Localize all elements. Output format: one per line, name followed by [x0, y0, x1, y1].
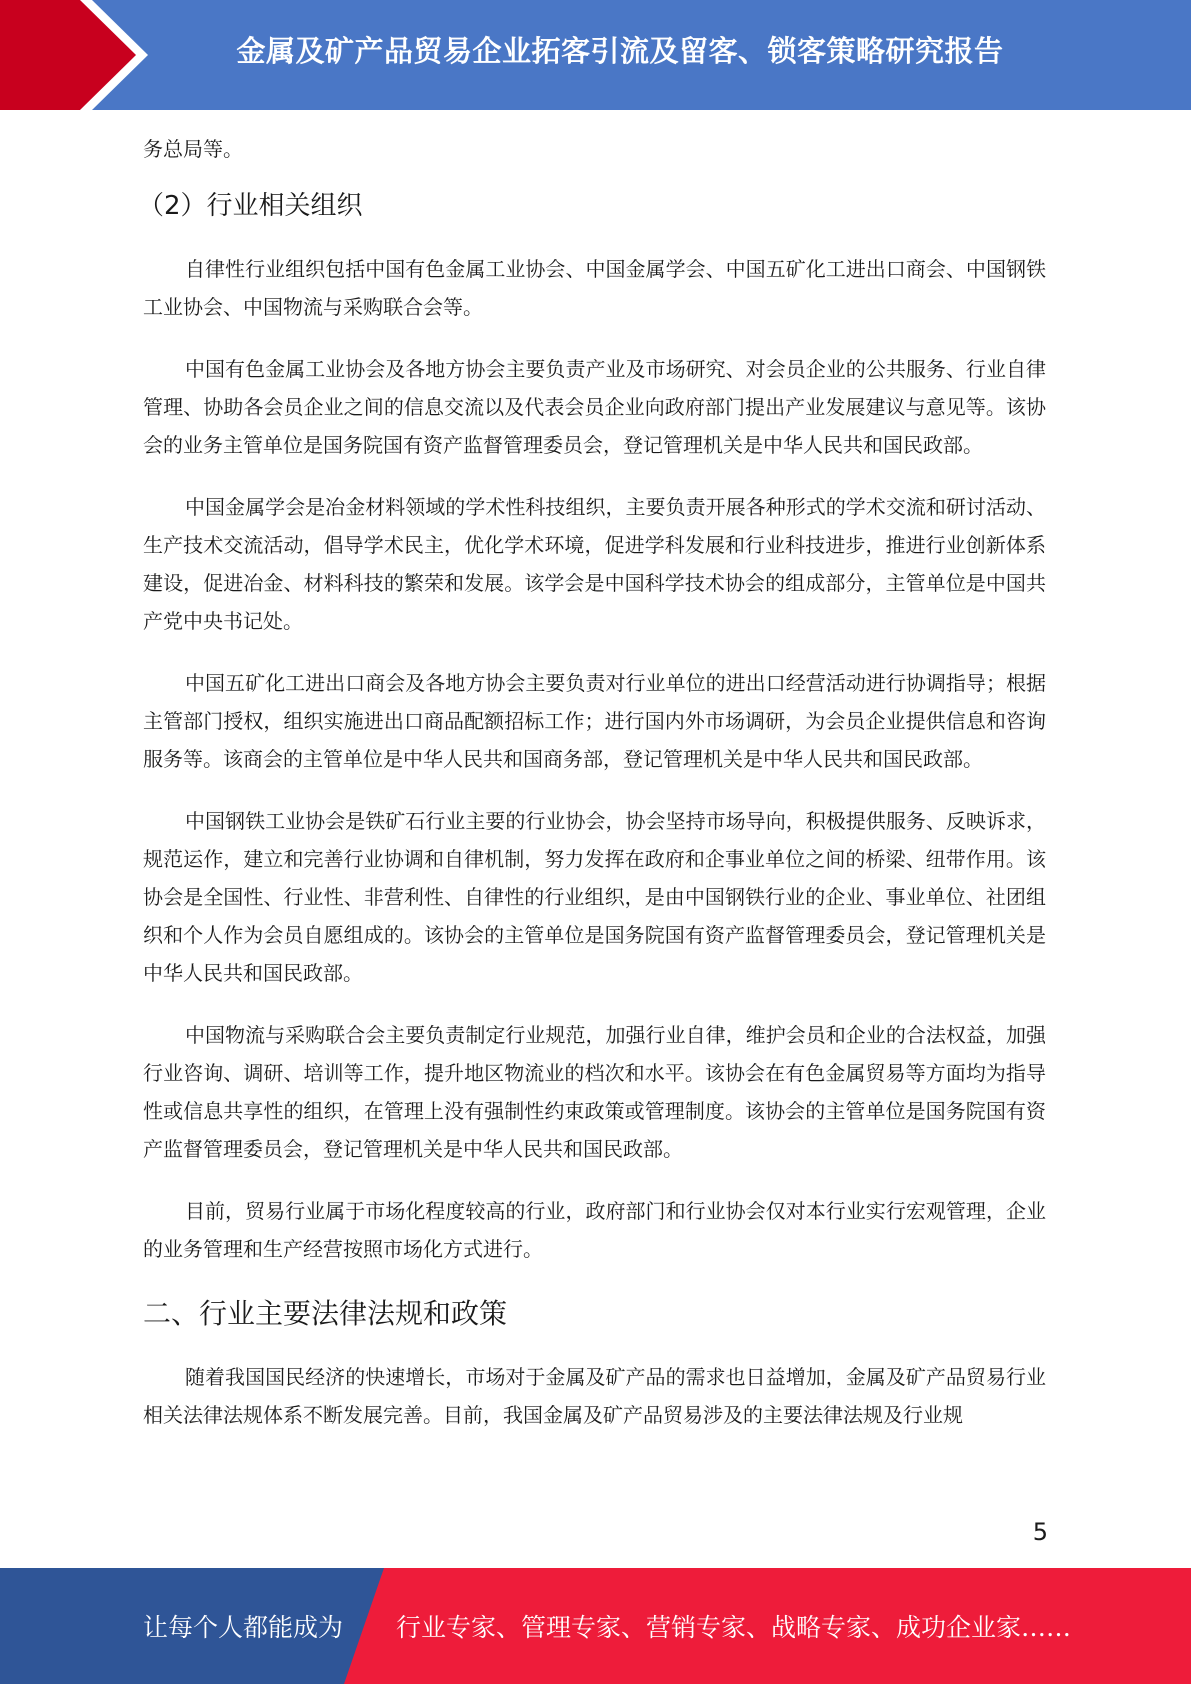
footer-slogan-right: 行业专家、管理专家、营销专家、战略专家、成功企业家…… — [396, 1613, 1072, 1642]
page-number: 5 — [1032, 1518, 1048, 1546]
paragraph: 中国物流与采购联合会主要负责制定行业规范，加强行业自律，维护会员和企业的合法权益，加强行业咨询、调研、培训等工作，提升地区物流业的档次和水平。该协会在有色金属贸易等方面均为指导性或信息共享性的组织，在管理上没有强制性约束政策或管理制度。该协会的主管单位是国务院国有资产监督管理委员会，登记管理机关是中华人民共和国民政部。 — [143, 1023, 1046, 1161]
page-header — [0, 0, 1191, 110]
header-arrow-icon — [0, 0, 150, 110]
continuation-text: 务总局等。 — [143, 137, 243, 161]
paragraph: 中国钢铁工业协会是铁矿石行业主要的行业协会，协会坚持市场导向，积极提供服务、反映诉求，规范运作，建立和完善行业协调和自律机制，努力发挥在政府和企事业单位之间的桥梁、纽带作用。该协会是全国性、行业性、非营利性、自律性的行业组织，是由中国钢铁行业的企业、事业单位、社团组织和个人作为会员自愿组成的。该协会的主管单位是国务院国有资产监督管理委员会，登记管理机关是中华人民共和国民政部。 — [143, 809, 1046, 985]
paragraph: 自律性行业组织包括中国有色金属工业协会、中国金属学会、中国五矿化工进出口商会、中国钢铁工业协会、中国物流与采购联合会等。 — [143, 257, 1046, 319]
page-footer — [0, 1568, 1191, 1684]
report-title: 金属及矿产品贸易企业拓客引流及留客、锁客策略研究报告 — [236, 33, 1004, 68]
footer-slogan-left: 让每个人都能成为 — [143, 1613, 344, 1642]
paragraph: 随着我国国民经济的快速增长，市场对于金属及矿产品的需求也日益增加，金属及矿产品贸易行业相关法律法规体系不断发展完善。目前，我国金属及矿产品贸易涉及的主要法律法规及行业规 — [143, 1365, 1046, 1427]
subheading-industry-organizations: （2）行业相关组织 — [138, 191, 363, 221]
paragraph: 中国五矿化工进出口商会及各地方协会主要负责对行业单位的进出口经营活动进行协调指导；根据主管部门授权，组织实施进出口商品配额招标工作；进行国内外市场调研，为会员企业提供信息和咨询服务等。该商会的主管单位是中华人民共和国商务部，登记管理机关是中华人民共和国民政部。 — [143, 671, 1046, 771]
paragraph: 目前，贸易行业属于市场化程度较高的行业，政府部门和行业协会仅对本行业实行宏观管理，企业的业务管理和生产经营按照市场化方式进行。 — [143, 1199, 1046, 1261]
paragraph: 中国有色金属工业协会及各地方协会主要负责产业及市场研究、对会员企业的公共服务、行业自律管理、协助各会员企业之间的信息交流以及代表会员企业向政府部门提出产业发展建议与意见等。该协会的业务主管单位是国务院国有资产监督管理委员会，登记管理机关是中华人民共和国民政部。 — [143, 357, 1046, 457]
document-body — [138, 130, 1046, 1458]
paragraph: 中国金属学会是冶金材料领域的学术性科技组织，主要负责开展各种形式的学术交流和研讨活动、生产技术交流活动，倡导学术民主，优化学术环境，促进学科发展和行业科技进步，推进行业创新体系建设，促进冶金、材料科技的繁荣和发展。该学会是中国科学技术协会的组成部分，主管单位是中国共产党中央书记处。 — [143, 495, 1046, 633]
section-heading-laws-policies: 二、行业主要法律法规和政策 — [143, 1297, 508, 1330]
